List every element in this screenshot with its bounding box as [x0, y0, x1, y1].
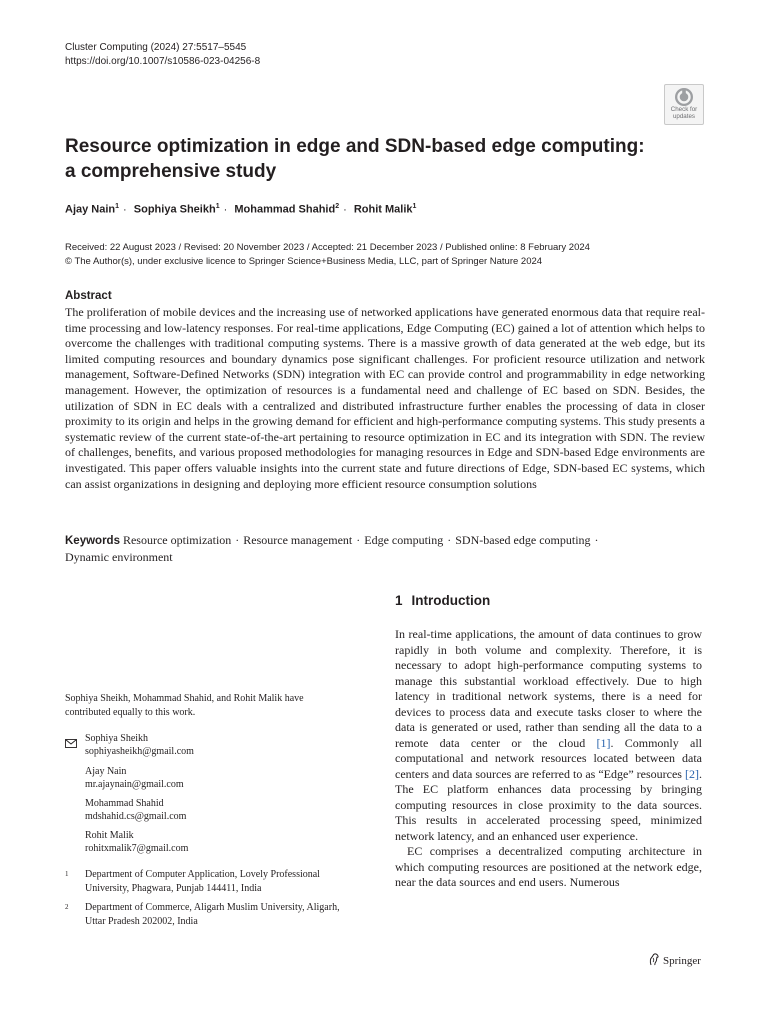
abstract-text: The proliferation of mobile devices and the increasing use of networked applications have generated enormous data that require real-time processing and low-latency responses. For real-time applications, Edge Computing (EC) gained a lot of attention which helps to overcome the challenges with traditional computing systems. There is a massive growth of data generated at the web edge, but its limited computing resources and boundary dynamics pose significant challenges. For proficient resource utilization and network management, Software-Defined Networks (SDN) integration with EC can provide control and programmability in edge networking management. However, the optimization of resources is a fundamental need and challenge of EC based on SDN. Besides, the utilization of SDN in EC deals with a centralized and distributed infrastructure further enables the processing of data in closer proximity to its origin and helps in the growing demand for efficient and high-performance computing systems. This study presents a systematic review of the current state-of-the-art pertaining to resource optimization in EC and its integration with SDN. The review of challenges, benefits, and various proposed methodologies for managing resources in Edge and SDN-based Edge environments are investigated. This paper offers valuable insights into the current state and future directions of Edge, SDN-based EC systems, which can assist organizations in designing and deploying more efficient resource consumption solutions	[65, 305, 705, 491]
contact-email[interactable]: sophiyasheikh@gmail.com	[85, 745, 194, 757]
affiliation-number: 2	[65, 903, 69, 911]
author-name[interactable]: Ajay Nain	[65, 203, 116, 216]
contact-entry	[85, 733, 194, 758]
history-dates: Received: 22 August 2023 / Revised: 20 November 2023 / Accepted: 21 December 2023 / Published online: 8 February 2024	[65, 242, 590, 253]
contact-name: Sophiya Sheikh	[85, 733, 149, 744]
keyword: SDN-based edge computing	[455, 533, 591, 547]
affiliation-text: Department of Computer Application, Lovely Professional University, Phagwara, Punjab 144411, India	[85, 869, 320, 894]
check-for-updates-badge[interactable]	[664, 84, 704, 125]
copyright-line: © The Author(s), under exclusive licence to Springer Science+Business Media, LLC, part of Springer Nature 2024	[65, 256, 543, 267]
contact-name: Rohit Malik	[85, 830, 134, 841]
keyword: Edge computing	[364, 533, 444, 547]
introduction-body	[395, 627, 702, 891]
author-affiliation-mark: 2	[335, 203, 340, 210]
journal-citation: Cluster Computing (2024) 27:5517–5545	[65, 42, 247, 53]
contact-entry	[85, 830, 188, 855]
mail-icon	[65, 735, 77, 753]
doi-link[interactable]: https://doi.org/10.1007/s10586-023-04256-8	[65, 56, 261, 67]
author-affiliation-mark: 1	[115, 203, 120, 210]
intro-paragraph-1: In real-time applications, the amount of data continues to grow rapidly in both volume and complexity. Therefore, it is necessary to adopt high-performance computing systems to manage this substantial workload effectively. Due to high latency in traditional network systems, there is a need for devices to process data and execute tasks closer to where the data is generated or used, rather than sending all the data to a remote data center or the cloud [1]. Commonly all computational and network resources located between data centers and data sources are referred to as “Edge” resources [2]. The EC platform enhances data processing by bringing computing resources in close proximity to the data sources. This results in accelerated processing speed, minimized network latency, and an enhanced user experience.	[395, 627, 702, 843]
contact-email[interactable]: mdshahid.cs@gmail.com	[85, 810, 187, 822]
springer-logo	[648, 953, 701, 967]
publication-history	[65, 241, 590, 269]
contact-name: Ajay Nain	[85, 766, 127, 777]
publisher-name: Springer	[663, 955, 701, 967]
contact-entry	[85, 766, 184, 791]
author-list: Ajay Nain$^1$ · Sophiya Sheikh$^1$ · Mohammad Shahid$^2$ · Rohit Malik$^1$	[65, 203, 417, 216]
abstract-heading: Abstract	[65, 290, 112, 302]
keyword: Dynamic environment	[65, 550, 173, 564]
author-name[interactable]: Mohammad Shahid	[234, 203, 336, 216]
keywords: Keywords Resource optimization · Resource management · Edge computing · SDN-based edge computing · Dynamic environment	[65, 533, 599, 564]
author-affiliation-mark: 1	[412, 203, 417, 210]
check-updates-label: Check for updates	[670, 106, 698, 120]
keyword: Resource management	[243, 533, 353, 547]
section-title: Introduction	[411, 593, 491, 608]
contact-email[interactable]: rohitxmalik7@gmail.com	[85, 842, 189, 854]
author-name[interactable]: Sophiya Sheikh	[133, 203, 216, 216]
citation-link[interactable]: [1]	[596, 735, 611, 750]
affiliation-text: Department of Commerce, Aligarh Muslim University, Aligarh, Uttar Pradesh 202002, India	[85, 902, 340, 927]
contact-name: Mohammad Shahid	[85, 798, 164, 809]
keyword: Resource optimization	[122, 533, 232, 547]
intro-paragraph-2: EC comprises a decentralized computing architecture in which computing resources are positioned at the network edge, near the data sources and end users. Numerous	[395, 844, 702, 889]
author-affiliation-mark: 1	[215, 203, 220, 210]
citation-link[interactable]: [2]	[685, 766, 699, 781]
keywords-heading: Keywords	[65, 535, 120, 547]
journal-info	[65, 41, 260, 69]
author-name[interactable]: Rohit Malik	[353, 203, 413, 216]
paper-title: Resource optimization in edge and SDN-based edge computing: a comprehensive study	[65, 136, 645, 182]
affiliation-number: 1	[65, 870, 69, 878]
springer-horse-icon	[648, 953, 660, 966]
section-number: 1	[395, 593, 403, 608]
section-heading-introduction	[395, 593, 490, 608]
contact-entry	[85, 798, 186, 823]
contribution-footnote: Sophiya Sheikh, Mohammad Shahid, and Rohit Malik have contributed equally to this work.	[65, 693, 304, 718]
check-updates-icon	[674, 87, 694, 107]
contact-email[interactable]: mr.ajaynain@gmail.com	[85, 778, 184, 790]
